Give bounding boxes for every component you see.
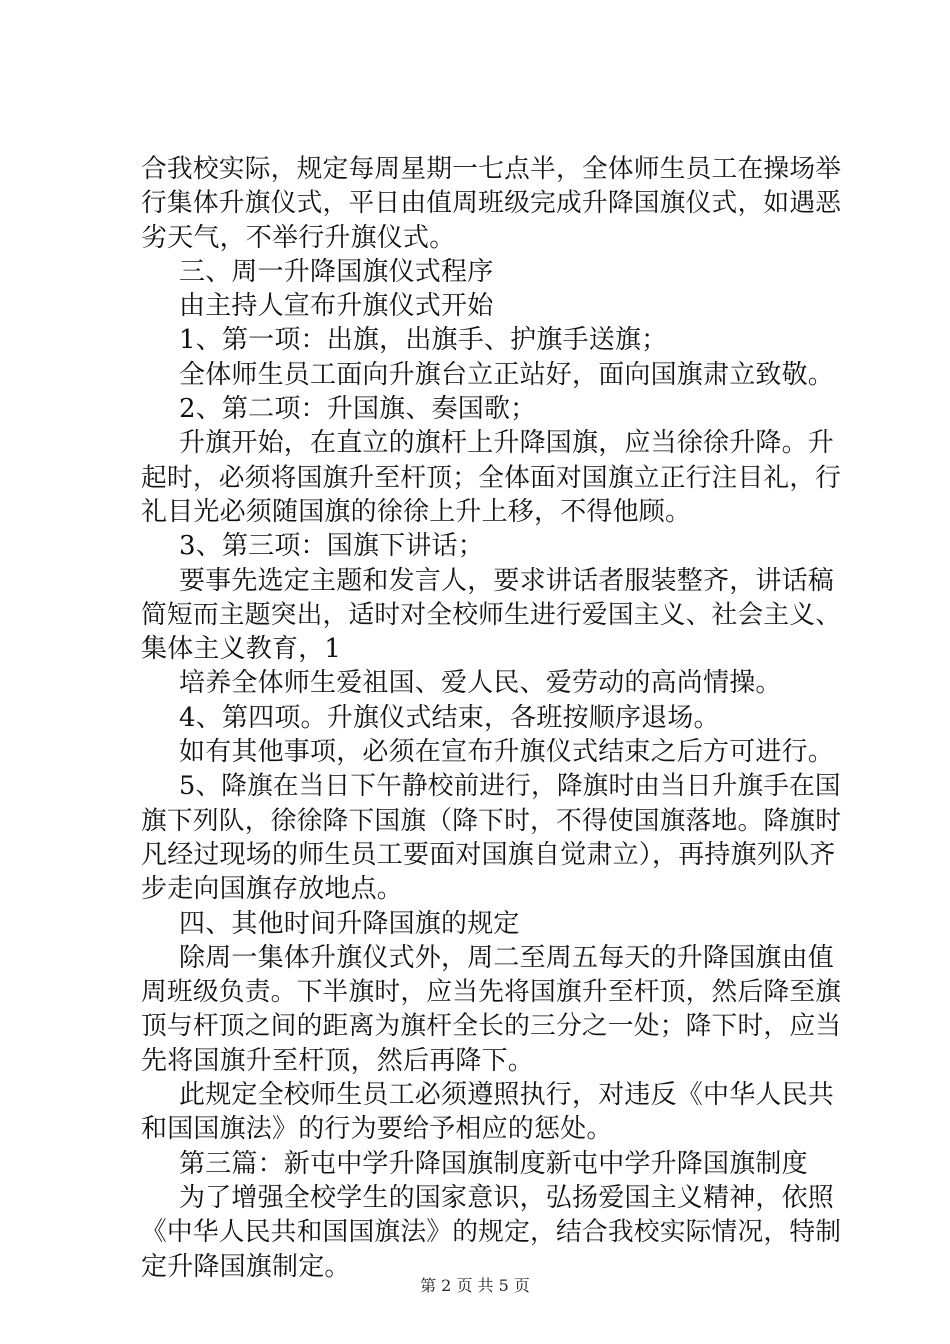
text-line: 和国国旗法》的行为要给予相应的惩处。 — [141, 1114, 613, 1145]
text-line: 除周一集体升旗仪式外，周二至周五每天的升降国旗由值 — [179, 942, 835, 973]
text-line: 4、第四项。升旗仪式结束，各班按顺序退场。 — [179, 702, 720, 733]
text-line: 凡经过现场的师生员工要面对国旗自觉肃立），再持旗列队齐 — [141, 839, 836, 870]
text-line: 集体主义教育，1 — [141, 634, 342, 665]
text-line: 《中华人民共和国国旗法》的规定，结合我校实际情况，特制 — [141, 1217, 842, 1248]
text-line: 简短而主题突出，适时对全校师生进行爱国主义、社会主义、 — [141, 599, 842, 630]
text-line: 3、第三项：国旗下讲话； — [179, 531, 484, 562]
document-body — [141, 152, 841, 1284]
text-line: 定升降国旗制定。 — [141, 1251, 351, 1282]
text-line: 礼目光必须随国旗的徐徐上升上移，不得他顾。 — [141, 496, 692, 527]
text-line: 顶与杆顶之间的距离为旗杆全长的三分之一处；降下时，应当 — [141, 1011, 842, 1042]
text-line: 先将国旗升至杆顶，然后再降下。 — [141, 1045, 535, 1076]
text-line: 第三篇：新屯中学升降国旗制度新屯中学升降国旗制度 — [179, 1148, 808, 1179]
page-footer: 第 2 页 共 5 页 — [420, 1276, 530, 1295]
text-line: 步走向国旗存放地点。 — [141, 874, 404, 905]
text-line: 起时，必须将国旗升至杆顶；全体面对国旗立正行注目礼，行 — [141, 462, 842, 493]
text-line: 全体师生员工面向升旗台立正站好，面向国旗肃立致敬。 — [179, 359, 835, 390]
text-line: 周班级负责。下半旗时，应当先将国旗升至杆顶，然后降至旗 — [141, 977, 842, 1008]
text-line: 三、周一升降国旗仪式程序 — [179, 256, 494, 287]
text-line: 如有其他事项，必须在宣布升旗仪式结束之后方可进行。 — [179, 737, 835, 768]
text-line: 2、第二项：升国旗、奏国歌； — [179, 394, 537, 425]
text-line: 劣天气，不举行升旗仪式。 — [141, 222, 456, 253]
text-line: 1、第一项：出旗，出旗手、护旗手送旗； — [179, 325, 668, 356]
text-line: 由主持人宣布升旗仪式开始 — [179, 291, 494, 322]
text-line: 行集体升旗仪式，平日由值周班级完成升降国旗仪式，如遇恶 — [141, 188, 842, 219]
text-line: 四、其他时间升降国旗的规定 — [179, 908, 520, 939]
text-line: 要事先选定主题和发言人，要求讲话者服装整齐，讲话稿 — [179, 565, 835, 596]
text-line: 旗下列队，徐徐降下国旗（降下时，不得使国旗落地。降旗时 — [141, 805, 842, 836]
text-line: 5、降旗在当日下午静校前进行，降旗时由当日升旗手在国 — [179, 771, 841, 802]
text-line: 此规定全校师生员工必须遵照执行，对违反《中华人民共 — [179, 1080, 835, 1111]
text-line: 为了增强全校学生的国家意识，弘扬爱国主义精神，依照 — [179, 1182, 835, 1213]
text-line: 合我校实际，规定每周星期一七点半，全体师生员工在操场举 — [141, 154, 842, 184]
text-line: 培养全体师生爱祖国、爱人民、爱劳动的高尚情操。 — [179, 668, 782, 699]
text-line: 升旗开始，在直立的旗杆上升降国旗，应当徐徐升降。升 — [179, 428, 835, 459]
